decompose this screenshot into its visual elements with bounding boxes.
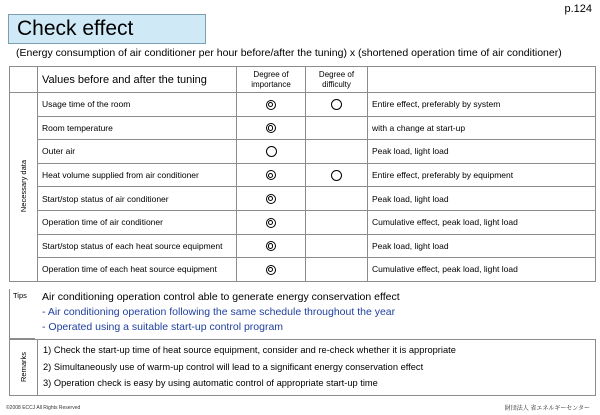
side-label: Necessary data (19, 159, 28, 212)
importance-double-circle-icon (266, 170, 276, 180)
row-note: Cumulative effect, peak load, light load (368, 210, 596, 234)
row-importance (237, 93, 306, 117)
row-difficulty (306, 210, 368, 234)
remarks-label: Remarks (19, 352, 28, 383)
remark-item: 3) Operation check is easy by using automatic control of appropriate start-up time (43, 378, 378, 388)
row-difficulty (306, 93, 368, 117)
header-corner-cell (10, 67, 38, 93)
formula-text: (Energy consumption of air conditioner per hour before/after the tuning) x (shortened operation time of air conditioner) (16, 47, 562, 59)
page-number: p.124 (564, 3, 592, 15)
remark-item: 2) Simultaneously use of warm-up control will lead to a significant energy conservation effect (43, 361, 424, 372)
tips-sub-1: - Air conditioning operation following the same schedule throughout the year (42, 306, 396, 318)
row-item: Start/stop status of air conditioner (38, 187, 237, 211)
tips-main: Air conditioning operation control able to generate energy conservation effect (42, 291, 400, 303)
row-importance (237, 116, 306, 140)
row-item: Operation time of air conditioner (38, 210, 237, 234)
row-note: Peak load, light load (368, 140, 596, 164)
tips-section (42, 290, 592, 335)
remarks-list (43, 342, 456, 392)
table-row (10, 258, 596, 282)
remarks-section (9, 339, 596, 396)
row-item: Heat volume supplied from air conditioner (38, 163, 237, 187)
row-difficulty (306, 258, 368, 282)
row-importance (237, 258, 306, 282)
table-row (10, 140, 596, 164)
table-row (10, 116, 596, 140)
row-difficulty (306, 140, 368, 164)
row-item: Usage time of the room (38, 93, 237, 117)
row-note: Cumulative effect, peak load, light load (368, 258, 596, 282)
organization-logo-text: 財団法人 省エネルギーセンター (504, 406, 590, 412)
header-difficulty: Degree of difficulty (306, 67, 368, 93)
difficulty-circle-icon (331, 170, 342, 181)
row-difficulty (306, 116, 368, 140)
row-importance (237, 210, 306, 234)
row-difficulty (306, 234, 368, 258)
importance-double-circle-icon (266, 241, 276, 251)
row-note: Entire effect, preferably by equipment (368, 163, 596, 187)
table-row (10, 93, 596, 117)
header-importance: Degree of importance (237, 67, 306, 93)
page-title: Check effect (8, 14, 206, 44)
row-difficulty (306, 187, 368, 211)
row-importance (237, 234, 306, 258)
necessary-data-table (9, 66, 596, 282)
row-item: Outer air (38, 140, 237, 164)
table-row (10, 187, 596, 211)
row-item: Start/stop status of each heat source equipment (38, 234, 237, 258)
table-row (10, 163, 596, 187)
table-row (10, 210, 596, 234)
row-difficulty (306, 163, 368, 187)
importance-circle-icon (266, 146, 277, 157)
row-importance (237, 163, 306, 187)
importance-double-circle-icon (266, 218, 276, 228)
row-note: Peak load, light load (368, 187, 596, 211)
row-importance (237, 140, 306, 164)
header-note-cell (368, 67, 596, 93)
remarks-label-cell (10, 340, 38, 395)
table-row (10, 234, 596, 258)
copyright: ©2008 ECCJ All Rights Reserved (6, 405, 81, 411)
row-importance (237, 187, 306, 211)
side-label-cell (10, 93, 38, 282)
importance-double-circle-icon (266, 265, 276, 275)
table-header-row (10, 67, 596, 93)
row-note: Peak load, light load (368, 234, 596, 258)
remark-item: 1) Check the start-up time of heat source equipment, consider and re-check whether it is appropriate (43, 345, 456, 355)
importance-double-circle-icon (266, 194, 276, 204)
tips-sub-2: - Operated using a suitable start-up control program (42, 321, 284, 333)
difficulty-circle-icon (331, 99, 342, 110)
row-item: Operation time of each heat source equipment (38, 258, 237, 282)
importance-double-circle-icon (266, 100, 276, 110)
tips-label: Tips (9, 289, 35, 339)
row-note: with a change at start-up (368, 116, 596, 140)
row-note: Entire effect, preferably by system (368, 93, 596, 117)
importance-double-circle-icon (266, 123, 276, 133)
row-item: Room temperature (38, 116, 237, 140)
header-values: Values before and after the tuning (38, 67, 237, 93)
